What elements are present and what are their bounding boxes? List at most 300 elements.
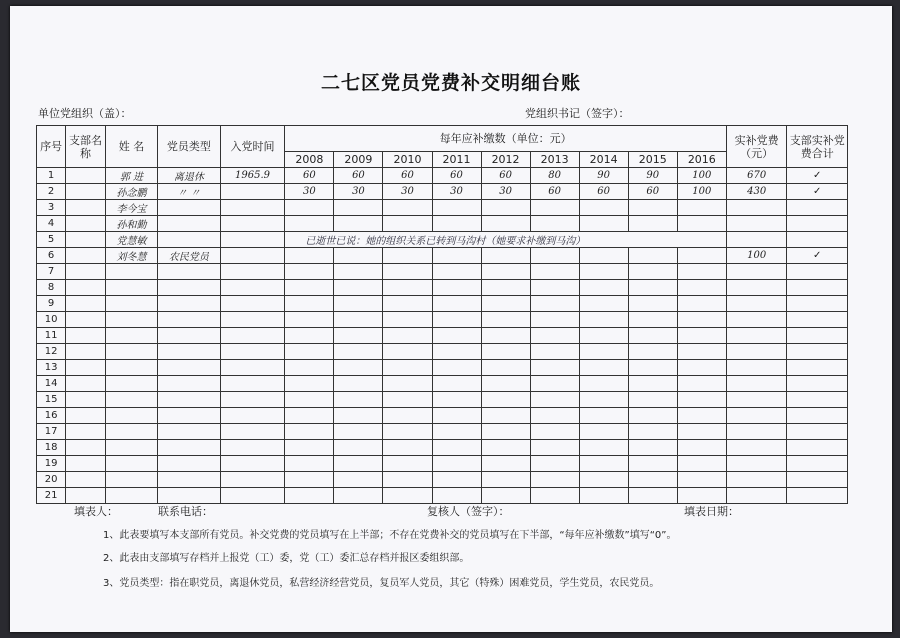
row-branch — [66, 392, 106, 408]
row-year-value — [383, 424, 432, 440]
row-branch — [66, 328, 106, 344]
row-total-check — [787, 488, 848, 504]
row-year-value — [334, 296, 383, 312]
row-paid — [726, 360, 787, 376]
row-branch — [66, 312, 106, 328]
row-total-check — [787, 424, 848, 440]
row-name: 党慧敏 — [105, 232, 157, 248]
row-join — [220, 424, 285, 440]
row-year-value — [628, 456, 677, 472]
row-total-check: ✓ — [787, 248, 848, 264]
row-year-value — [579, 424, 628, 440]
year-header-2016: 2016 — [677, 152, 726, 168]
row-total-check — [787, 440, 848, 456]
row-year-value — [334, 200, 383, 216]
row-year-value — [432, 424, 481, 440]
ledger-table — [36, 125, 848, 504]
header-yearly: 每年应补缴数（单位：元） — [285, 126, 727, 152]
row-year-value — [677, 376, 726, 392]
row-type — [158, 472, 221, 488]
row-type — [158, 216, 221, 232]
row-year-value — [579, 376, 628, 392]
table-row — [37, 456, 848, 472]
row-seq: 12 — [37, 344, 66, 360]
row-seq: 14 — [37, 376, 66, 392]
row-year-value — [628, 344, 677, 360]
header-total: 支部实补党费合计 — [787, 126, 848, 168]
row-year-value — [481, 200, 530, 216]
row-paid — [726, 376, 787, 392]
row-year-value — [334, 424, 383, 440]
table-row — [37, 440, 848, 456]
row-year-value — [285, 472, 334, 488]
row-year-value — [285, 344, 334, 360]
row-join — [220, 296, 285, 312]
row-name: 孙念鹏 — [105, 184, 157, 200]
row-year-value — [628, 328, 677, 344]
row-year-value — [285, 264, 334, 280]
row-year-value — [432, 328, 481, 344]
row-total-check: ✓ — [787, 168, 848, 184]
row-year-value — [285, 392, 334, 408]
row-total-check — [787, 200, 848, 216]
row-type — [158, 376, 221, 392]
table-row — [37, 264, 848, 280]
row-year-value — [285, 280, 334, 296]
row-seq: 7 — [37, 264, 66, 280]
row-type — [158, 312, 221, 328]
header-type: 党员类型 — [158, 126, 221, 168]
note-3: 3、党员类型：指在职党员，离退休党员，私营经济经营党员，复员军人党员，其它（特殊）困难党员，学生党员，农民党员。 — [103, 578, 660, 589]
row-name: 孙和勤 — [105, 216, 157, 232]
row-year-value — [481, 376, 530, 392]
row-year-value — [628, 200, 677, 216]
row-year-value: 100 — [677, 168, 726, 184]
row-total-check — [787, 232, 848, 248]
row-seq: 3 — [37, 200, 66, 216]
row-year-value — [677, 264, 726, 280]
row-year-value — [285, 360, 334, 376]
row-year-value — [285, 200, 334, 216]
row-year-value: 30 — [334, 184, 383, 200]
row-join — [220, 184, 285, 200]
row-year-value — [579, 488, 628, 504]
row-year-value — [677, 344, 726, 360]
row-year-value — [677, 312, 726, 328]
row-year-value — [383, 200, 432, 216]
row-join — [220, 488, 285, 504]
row-type: 农民党员 — [158, 248, 221, 264]
row-total-check — [787, 472, 848, 488]
row-year-value — [334, 328, 383, 344]
row-join — [220, 328, 285, 344]
header-branch: 支部名称 — [66, 126, 106, 168]
row-year-value — [481, 392, 530, 408]
row-total-check — [787, 408, 848, 424]
table-row — [37, 280, 848, 296]
row-paid — [726, 408, 787, 424]
row-year-value — [481, 424, 530, 440]
row-year-value — [432, 216, 481, 232]
row-paid: 670 — [726, 168, 787, 184]
row-type: 离退休 — [158, 168, 221, 184]
row-year-value: 80 — [530, 168, 579, 184]
row-total-check — [787, 392, 848, 408]
row-year-value — [481, 312, 530, 328]
row-year-value — [285, 488, 334, 504]
row-year-value — [432, 408, 481, 424]
row-year-value — [628, 376, 677, 392]
row-name — [105, 408, 157, 424]
row-type — [158, 392, 221, 408]
row-join — [220, 264, 285, 280]
row-year-value — [628, 392, 677, 408]
row-name — [105, 456, 157, 472]
filler-label: 填表人： — [74, 505, 118, 518]
row-branch — [66, 424, 106, 440]
row-year-value — [677, 408, 726, 424]
row-seq: 2 — [37, 184, 66, 200]
row-seq: 18 — [37, 440, 66, 456]
row-seq: 10 — [37, 312, 66, 328]
row-join: 1965.9 — [220, 168, 285, 184]
row-year-value — [628, 264, 677, 280]
table-row — [37, 216, 848, 232]
row-join — [220, 408, 285, 424]
row-type — [158, 232, 221, 248]
year-header-2010: 2010 — [383, 152, 432, 168]
row-total-check — [787, 376, 848, 392]
row-year-value — [432, 488, 481, 504]
row-year-value — [579, 216, 628, 232]
row-year-value: 60 — [628, 184, 677, 200]
row-year-value — [530, 200, 579, 216]
row-join — [220, 360, 285, 376]
row-type — [158, 344, 221, 360]
row-total-check — [787, 264, 848, 280]
row-year-value — [677, 488, 726, 504]
row-year-value — [677, 360, 726, 376]
document-page — [10, 6, 892, 632]
row-join — [220, 232, 285, 248]
row-year-value — [530, 264, 579, 280]
row-paid — [726, 440, 787, 456]
row-year-value — [530, 488, 579, 504]
unit-label: 单位党组织（盖）： — [38, 107, 132, 120]
table-row — [37, 312, 848, 328]
row-year-value — [677, 424, 726, 440]
row-paid — [726, 392, 787, 408]
row-year-value — [530, 280, 579, 296]
table-row — [37, 248, 848, 264]
row-year-value — [432, 440, 481, 456]
row-total-check: ✓ — [787, 184, 848, 200]
row-paid — [726, 312, 787, 328]
row-year-value — [530, 344, 579, 360]
row-year-value — [383, 488, 432, 504]
row-paid — [726, 296, 787, 312]
row-name — [105, 344, 157, 360]
row-year-value — [677, 216, 726, 232]
row-seq: 5 — [37, 232, 66, 248]
row-branch — [66, 296, 106, 312]
row-year-value — [285, 312, 334, 328]
row-year-value — [334, 312, 383, 328]
row-year-value — [677, 248, 726, 264]
row-year-value: 60 — [579, 184, 628, 200]
header-paid: 实补党费（元） — [726, 126, 787, 168]
row-branch — [66, 232, 106, 248]
row-branch — [66, 184, 106, 200]
row-year-value — [432, 200, 481, 216]
row-paid — [726, 456, 787, 472]
row-branch — [66, 440, 106, 456]
table-row — [37, 488, 848, 504]
row-year-value: 30 — [285, 184, 334, 200]
row-year-value — [530, 248, 579, 264]
header-join: 入党时间 — [220, 126, 285, 168]
reviewer-label: 复核人（签字）： — [427, 505, 510, 518]
row-year-value — [579, 280, 628, 296]
ledger-body — [37, 168, 848, 504]
row-year-value — [628, 440, 677, 456]
row-branch — [66, 488, 106, 504]
row-year-value — [334, 264, 383, 280]
row-year-value — [677, 328, 726, 344]
row-total-check — [787, 312, 848, 328]
row-year-value — [628, 312, 677, 328]
year-header-2013: 2013 — [530, 152, 579, 168]
row-year-value — [432, 280, 481, 296]
row-year-value — [579, 200, 628, 216]
row-year-value — [432, 264, 481, 280]
row-year-value — [579, 440, 628, 456]
row-year-value — [481, 344, 530, 360]
row-type — [158, 440, 221, 456]
row-year-value — [285, 248, 334, 264]
row-year-value — [432, 312, 481, 328]
year-header-2009: 2009 — [334, 152, 383, 168]
row-year-value: 30 — [432, 184, 481, 200]
row-name — [105, 328, 157, 344]
row-name — [105, 488, 157, 504]
row-year-value — [481, 216, 530, 232]
row-year-value — [481, 440, 530, 456]
row-year-value — [432, 360, 481, 376]
row-seq: 6 — [37, 248, 66, 264]
row-year-value — [530, 216, 579, 232]
row-paid — [726, 424, 787, 440]
row-year-value — [383, 376, 432, 392]
row-year-value — [383, 248, 432, 264]
row-year-value — [334, 456, 383, 472]
row-year-value — [285, 328, 334, 344]
row-total-check — [787, 456, 848, 472]
row-year-value — [530, 408, 579, 424]
row-year-value — [383, 312, 432, 328]
row-year-value — [285, 424, 334, 440]
row-year-value — [677, 200, 726, 216]
row-year-value — [383, 440, 432, 456]
row-year-value — [432, 376, 481, 392]
row-join — [220, 472, 285, 488]
row-year-value — [481, 296, 530, 312]
row-seq: 17 — [37, 424, 66, 440]
row-year-value — [530, 360, 579, 376]
row-year-value — [285, 296, 334, 312]
row-year-value — [432, 456, 481, 472]
row-year-value — [334, 408, 383, 424]
row-type: 〃 〃 — [158, 184, 221, 200]
row-type — [158, 280, 221, 296]
row-name — [105, 280, 157, 296]
row-year-value — [481, 472, 530, 488]
row-year-value — [432, 248, 481, 264]
row-year-value — [334, 344, 383, 360]
row-year-value — [383, 216, 432, 232]
year-header-2011: 2011 — [432, 152, 481, 168]
row-branch — [66, 472, 106, 488]
row-paid — [726, 472, 787, 488]
row-year-value — [530, 376, 579, 392]
row-paid — [726, 488, 787, 504]
row-seq: 21 — [37, 488, 66, 504]
row-seq: 20 — [37, 472, 66, 488]
row-year-value — [579, 248, 628, 264]
row-name: 郭 进 — [105, 168, 157, 184]
row-paid: 100 — [726, 248, 787, 264]
row-year-value — [530, 472, 579, 488]
header-name: 姓 名 — [105, 126, 157, 168]
note-1: 1、此表要填写本支部所有党员。补交党费的党员填写在上半部；不存在党费补交的党员填写在下半部，“每年应补缴数”填写“0”。 — [103, 530, 677, 541]
row-year-value — [677, 440, 726, 456]
row-year-value — [383, 456, 432, 472]
table-row — [37, 184, 848, 200]
row-year-value — [579, 328, 628, 344]
row-year-value — [334, 248, 383, 264]
table-row — [37, 200, 848, 216]
row-seq: 13 — [37, 360, 66, 376]
row-paid — [726, 328, 787, 344]
row-year-value: 60 — [285, 168, 334, 184]
row-branch — [66, 360, 106, 376]
row-year-value — [579, 296, 628, 312]
year-header-2015: 2015 — [628, 152, 677, 168]
row-year-value: 30 — [481, 184, 530, 200]
row-year-value — [383, 360, 432, 376]
row-total-check — [787, 344, 848, 360]
row-year-value: 60 — [432, 168, 481, 184]
row-year-value — [677, 456, 726, 472]
row-total-check — [787, 328, 848, 344]
row-year-value — [285, 408, 334, 424]
row-year-value — [481, 280, 530, 296]
row-year-value — [334, 216, 383, 232]
row-name — [105, 360, 157, 376]
row-year-value — [383, 344, 432, 360]
row-type — [158, 456, 221, 472]
row-join — [220, 312, 285, 328]
row-branch — [66, 248, 106, 264]
row-branch — [66, 344, 106, 360]
row-year-value — [530, 456, 579, 472]
row-total-check — [787, 280, 848, 296]
row-year-value — [285, 440, 334, 456]
row-name: 刘冬慧 — [105, 248, 157, 264]
date-label: 填表日期： — [684, 505, 739, 518]
row-year-value — [628, 360, 677, 376]
row-year-value — [579, 408, 628, 424]
row-join — [220, 440, 285, 456]
row-join — [220, 392, 285, 408]
row-year-value — [677, 392, 726, 408]
row-note: 已逝世已说：她的组织关系已转到马沟村（她要求补缴到马沟） — [285, 232, 727, 248]
row-year-value — [334, 488, 383, 504]
row-name — [105, 392, 157, 408]
row-year-value: 60 — [481, 168, 530, 184]
contact-label: 联系电话： — [158, 505, 213, 518]
row-total-check — [787, 360, 848, 376]
row-join — [220, 248, 285, 264]
row-year-value — [530, 296, 579, 312]
row-seq: 16 — [37, 408, 66, 424]
row-seq: 15 — [37, 392, 66, 408]
row-branch — [66, 280, 106, 296]
row-year-value — [530, 392, 579, 408]
row-year-value — [481, 360, 530, 376]
row-year-value — [481, 488, 530, 504]
row-name — [105, 424, 157, 440]
row-year-value — [334, 280, 383, 296]
row-name: 李今宝 — [105, 200, 157, 216]
table-row — [37, 472, 848, 488]
row-year-value — [579, 312, 628, 328]
row-year-value — [579, 360, 628, 376]
row-year-value: 90 — [579, 168, 628, 184]
row-join — [220, 376, 285, 392]
row-year-value — [628, 472, 677, 488]
row-type — [158, 328, 221, 344]
row-paid — [726, 264, 787, 280]
table-row — [37, 424, 848, 440]
row-branch — [66, 200, 106, 216]
row-branch — [66, 216, 106, 232]
year-header-2008: 2008 — [285, 152, 334, 168]
table-row — [37, 360, 848, 376]
row-paid — [726, 216, 787, 232]
row-year-value — [383, 392, 432, 408]
row-type — [158, 360, 221, 376]
row-year-value: 30 — [383, 184, 432, 200]
row-year-value — [383, 280, 432, 296]
row-year-value — [530, 440, 579, 456]
table-row — [37, 168, 848, 184]
row-year-value — [432, 296, 481, 312]
row-year-value — [285, 456, 334, 472]
row-seq: 8 — [37, 280, 66, 296]
row-type — [158, 200, 221, 216]
row-type — [158, 488, 221, 504]
row-year-value — [579, 264, 628, 280]
table-row — [37, 328, 848, 344]
table-row — [37, 376, 848, 392]
row-year-value — [481, 264, 530, 280]
row-seq: 11 — [37, 328, 66, 344]
row-name — [105, 376, 157, 392]
row-year-value — [383, 296, 432, 312]
row-branch — [66, 168, 106, 184]
row-branch — [66, 408, 106, 424]
